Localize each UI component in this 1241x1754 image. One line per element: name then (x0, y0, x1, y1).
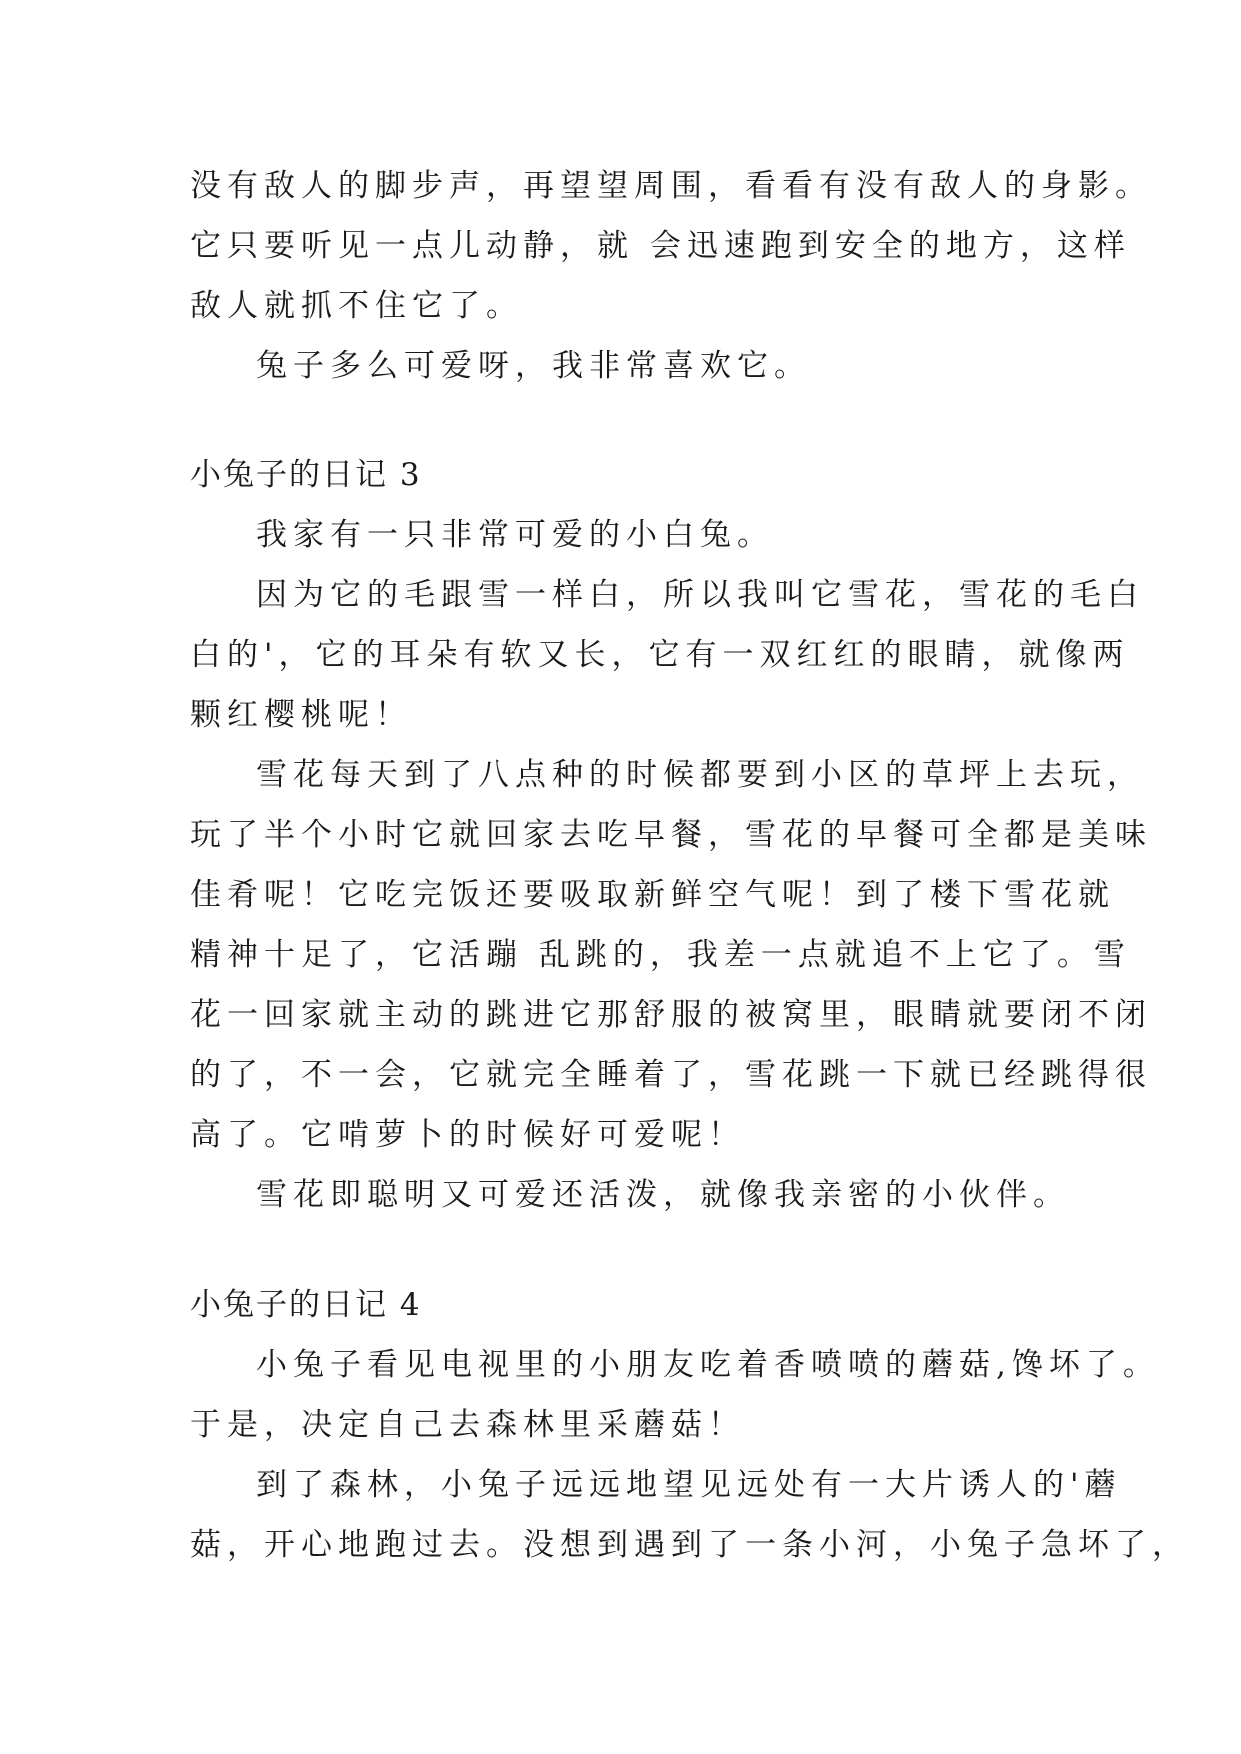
paragraph-line: 精神十足了，它活蹦 乱跳的，我差一点就追不上它了。雪 (190, 937, 1131, 973)
paragraph-line: 菇，开心地跑过去。没想到遇到了一条小河，小兔子急坏了， (190, 1527, 1189, 1563)
paragraph-line: 我家有一只非常可爱的小白兔。 (256, 517, 774, 553)
paragraph-line: 玩了半个小时它就回家去吃早餐，雪花的早餐可全都是美味 (190, 817, 1152, 853)
paragraph-line: 于是，决定自己去森林里采蘑菇！ (190, 1407, 745, 1443)
paragraph-line: 高了。它啃萝卜的时候好可爱呢！ (190, 1117, 745, 1153)
section-heading: 小兔子的日记 4 (190, 1287, 422, 1323)
paragraph-line: 小兔子看见电视里的小朋友吃着香喷喷的蘑菇,馋坏了。 (256, 1347, 1160, 1383)
paragraph-line: 到了森林，小兔子远远地望见远处有一大片诱人的'蘑 (256, 1467, 1122, 1503)
paragraph-line: 雪花每天到了八点种的时候都要到小区的草坪上去玩， (256, 757, 1144, 793)
paragraph-line: 兔子多么可爱呀，我非常喜欢它。 (256, 348, 811, 384)
paragraph-line: 没有敌人的脚步声，再望望周围，看看有没有敌人的身影。 (190, 168, 1152, 204)
paragraph-line: 颗红樱桃呢！ (190, 697, 412, 733)
paragraph-line: 雪花即聪明又可爱还活泼，就像我亲密的小伙伴。 (256, 1177, 1070, 1213)
section-heading: 小兔子的日记 3 (190, 457, 422, 493)
paragraph-line: 佳肴呢！它吃完饭还要吸取新鲜空气呢！到了楼下雪花就 (190, 877, 1115, 913)
paragraph-line: 花一回家就主动的跳进它那舒服的被窝里，眼睛就要闭不闭 (190, 997, 1152, 1033)
paragraph-line: 因为它的毛跟雪一样白，所以我叫它雪花，雪花的毛白 (256, 577, 1144, 613)
paragraph-line: 敌人就抓不住它了。 (190, 288, 523, 324)
paragraph-line: 它只要听见一点儿动静，就 会迅速跑到安全的地方，这样 (190, 228, 1131, 264)
paragraph-line: 的了，不一会，它就完全睡着了，雪花跳一下就已经跳得很 (190, 1057, 1152, 1093)
paragraph-line: 白的'，它的耳朵有软又长，它有一双红红的眼睛，就像两 (190, 637, 1130, 673)
